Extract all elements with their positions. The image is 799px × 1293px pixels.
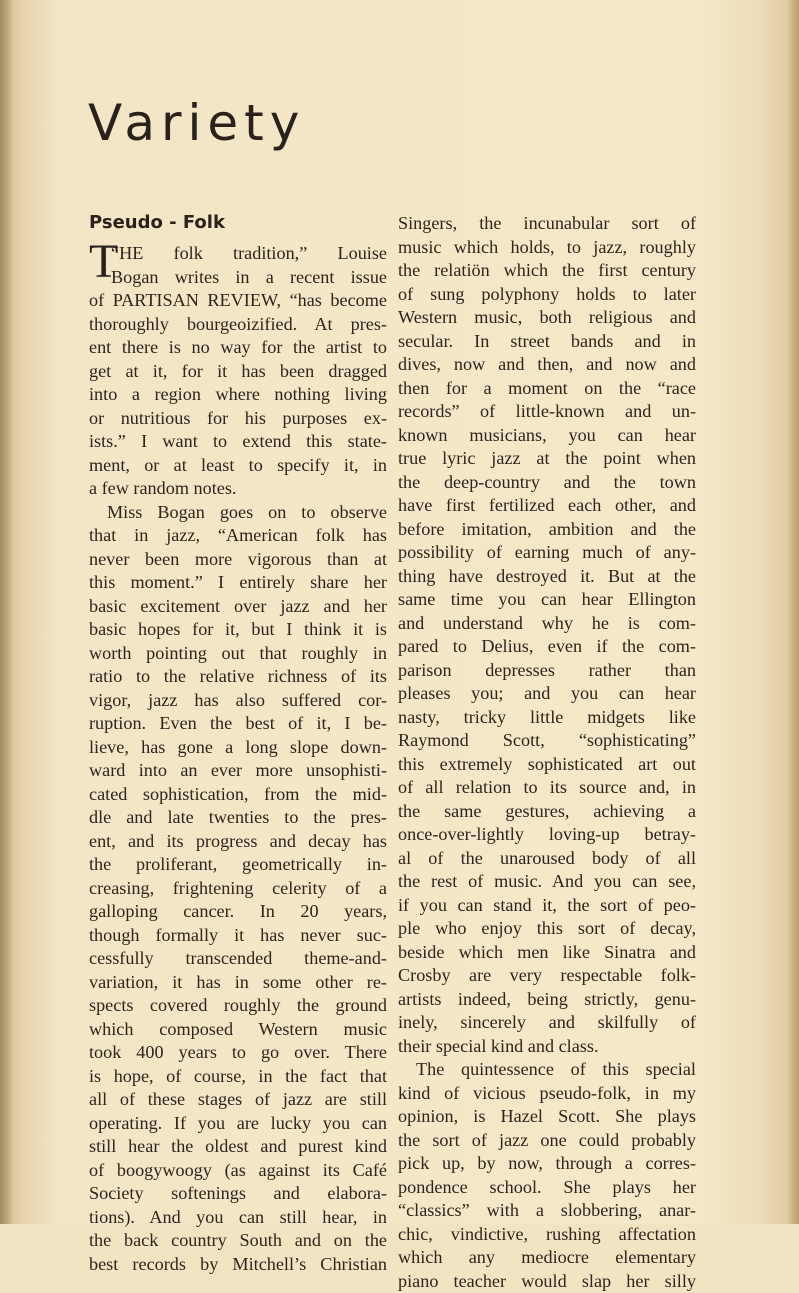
left-column-text bbox=[89, 242, 387, 1276]
text-line: cessfully transcended theme-and- bbox=[89, 947, 387, 971]
text-line: chic, vindictive, rushing affectation bbox=[398, 1223, 696, 1247]
text-line: records” of little-known and un- bbox=[398, 400, 696, 424]
text-line: piano teacher would slap her silly bbox=[398, 1270, 696, 1293]
text-line: into a region where nothing living bbox=[89, 383, 387, 407]
text-line: the sort of jazz one could probably bbox=[398, 1129, 696, 1153]
text-line: same time you can hear Ellington bbox=[398, 588, 696, 612]
text-line: ruption. Even the best of it, I be- bbox=[89, 712, 387, 736]
text-line: galloping cancer. In 20 years, bbox=[89, 900, 387, 924]
text-line: true lyric jazz at the point when bbox=[398, 447, 696, 471]
text-line: get at it, for it has been dragged bbox=[89, 360, 387, 384]
text-line: Bogan writes in a recent issue bbox=[89, 266, 387, 290]
text-line: though formally it has never suc- bbox=[89, 924, 387, 948]
text-line: this moment.” I entirely share her bbox=[89, 571, 387, 595]
text-line: before imitation, ambition and the bbox=[398, 518, 696, 542]
text-line: basic excitement over jazz and her bbox=[89, 595, 387, 619]
text-line: Society softenings and elabora- bbox=[89, 1182, 387, 1206]
section-heading: Pseudo - Folk bbox=[89, 212, 387, 234]
page-right-edge bbox=[787, 0, 799, 1224]
text-line: inely, sincerely and skilfully of bbox=[398, 1011, 696, 1035]
text-line: of boogywoogy (as against its Café bbox=[89, 1159, 387, 1183]
text-line: all of these stages of jazz are still bbox=[89, 1088, 387, 1112]
text-line: which any mediocre elementary bbox=[398, 1246, 696, 1270]
page-title: Variety bbox=[88, 94, 305, 152]
text-line: that in jazz, “American folk has bbox=[89, 524, 387, 548]
text-line: and understand why he is com- bbox=[398, 612, 696, 636]
text-line: dives, now and then, and now and bbox=[398, 353, 696, 377]
text-line: still hear the oldest and purest kind bbox=[89, 1135, 387, 1159]
text-line: spects covered roughly the ground bbox=[89, 994, 387, 1018]
text-line: pick up, by now, through a corres- bbox=[398, 1152, 696, 1176]
text-line: The quintessence of this special bbox=[398, 1058, 696, 1082]
text-line: ple who enjoy this sort of decay, bbox=[398, 917, 696, 941]
text-line: which composed Western music bbox=[89, 1018, 387, 1042]
right-column bbox=[398, 212, 696, 1293]
text-line: of all relation to its source and, in bbox=[398, 776, 696, 800]
text-line: never been more vigorous than at bbox=[89, 548, 387, 572]
text-line: Western music, both religious and bbox=[398, 306, 696, 330]
text-line: nasty, tricky little midgets like bbox=[398, 706, 696, 730]
text-line: the same gestures, achieving a bbox=[398, 800, 696, 824]
text-line: known musicians, you can hear bbox=[398, 424, 696, 448]
text-line: the back country South and on the bbox=[89, 1229, 387, 1253]
text-line: if you can stand it, the sort of peo- bbox=[398, 894, 696, 918]
text-line: ratio to the relative richness of its bbox=[89, 665, 387, 689]
text-line: basic hopes for it, but I think it is bbox=[89, 618, 387, 642]
text-line: a few random notes. bbox=[89, 477, 387, 501]
text-line: secular. In street bands and in bbox=[398, 330, 696, 354]
text-line: beside which men like Sinatra and bbox=[398, 941, 696, 965]
text-line: thoroughly bourgeoizified. At pres- bbox=[89, 313, 387, 337]
text-line: artists indeed, being strictly, genu- bbox=[398, 988, 696, 1012]
text-line: this extremely sophisticated art out bbox=[398, 753, 696, 777]
text-line: once-over-lightly loving-up betray- bbox=[398, 823, 696, 847]
text-line: al of the unaroused body of all bbox=[398, 847, 696, 871]
text-line: “classics” with a slobbering, anar- bbox=[398, 1199, 696, 1223]
text-line: operating. If you are lucky you can bbox=[89, 1112, 387, 1136]
text-line: the deep-country and the town bbox=[398, 471, 696, 495]
text-line: the relatiön which the first century bbox=[398, 259, 696, 283]
right-column-text bbox=[398, 212, 696, 1293]
text-line: the proliferant, geometrically in- bbox=[89, 853, 387, 877]
text-line: dle and late twenties to the pres- bbox=[89, 806, 387, 830]
text-line: of sung polyphony holds to later bbox=[398, 283, 696, 307]
text-line: pleases you; and you can hear bbox=[398, 682, 696, 706]
text-line: variation, it has in some other re- bbox=[89, 971, 387, 995]
text-line: lieve, has gone a long slope down- bbox=[89, 736, 387, 760]
text-line: pared to Delius, even if the com- bbox=[398, 635, 696, 659]
text-line: their special kind and class. bbox=[398, 1035, 696, 1059]
text-line: vigor, jazz has also suffered cor- bbox=[89, 689, 387, 713]
left-column-body bbox=[89, 242, 387, 1276]
text-line: best records by Mitchell’s Christian bbox=[89, 1253, 387, 1277]
text-line: worth pointing out that roughly in bbox=[89, 642, 387, 666]
text-line: possibility of earning much of any- bbox=[398, 541, 696, 565]
text-line: ists.” I want to extend this state- bbox=[89, 430, 387, 454]
text-line: Raymond Scott, “sophisticating” bbox=[398, 729, 696, 753]
binding-gutter-shadow bbox=[0, 0, 14, 1224]
text-line: kind of vicious pseudo-folk, in my bbox=[398, 1082, 696, 1106]
text-line: opinion, is Hazel Scott. She plays bbox=[398, 1105, 696, 1129]
text-line: ment, or at least to specify it, in bbox=[89, 454, 387, 478]
text-line: Miss Bogan goes on to observe bbox=[89, 501, 387, 525]
text-line: ent there is no way for the artist to bbox=[89, 336, 387, 360]
text-line: creasing, frightening celerity of a bbox=[89, 877, 387, 901]
text-line: music which holds, to jazz, roughly bbox=[398, 236, 696, 260]
text-line: ward into an ever more unsophisti- bbox=[89, 759, 387, 783]
text-line: “HE folk tradition,” Louise bbox=[89, 242, 387, 266]
text-line: parison depresses rather than bbox=[398, 659, 696, 683]
drop-cap: T bbox=[89, 240, 118, 284]
text-line: thing have destroyed it. But at the bbox=[398, 565, 696, 589]
text-line: then for a moment on the “race bbox=[398, 377, 696, 401]
text-line: of PARTISAN REVIEW, “has become bbox=[89, 289, 387, 313]
text-line: tions). And you can still hear, in bbox=[89, 1206, 387, 1230]
text-line: the rest of music. And you can see, bbox=[398, 870, 696, 894]
text-line: Crosby are very respectable folk- bbox=[398, 964, 696, 988]
text-line: took 400 years to go over. There bbox=[89, 1041, 387, 1065]
text-line: have first fertilized each other, and bbox=[398, 494, 696, 518]
text-line: or nutritious for his purposes ex- bbox=[89, 407, 387, 431]
text-line: ent, and its progress and decay has bbox=[89, 830, 387, 854]
text-line: pondence school. She plays her bbox=[398, 1176, 696, 1200]
text-line: is hope, of course, in the fact that bbox=[89, 1065, 387, 1089]
text-line: Singers, the incunabular sort of bbox=[398, 212, 696, 236]
left-column bbox=[89, 212, 387, 1276]
text-line: cated sophistication, from the mid- bbox=[89, 783, 387, 807]
